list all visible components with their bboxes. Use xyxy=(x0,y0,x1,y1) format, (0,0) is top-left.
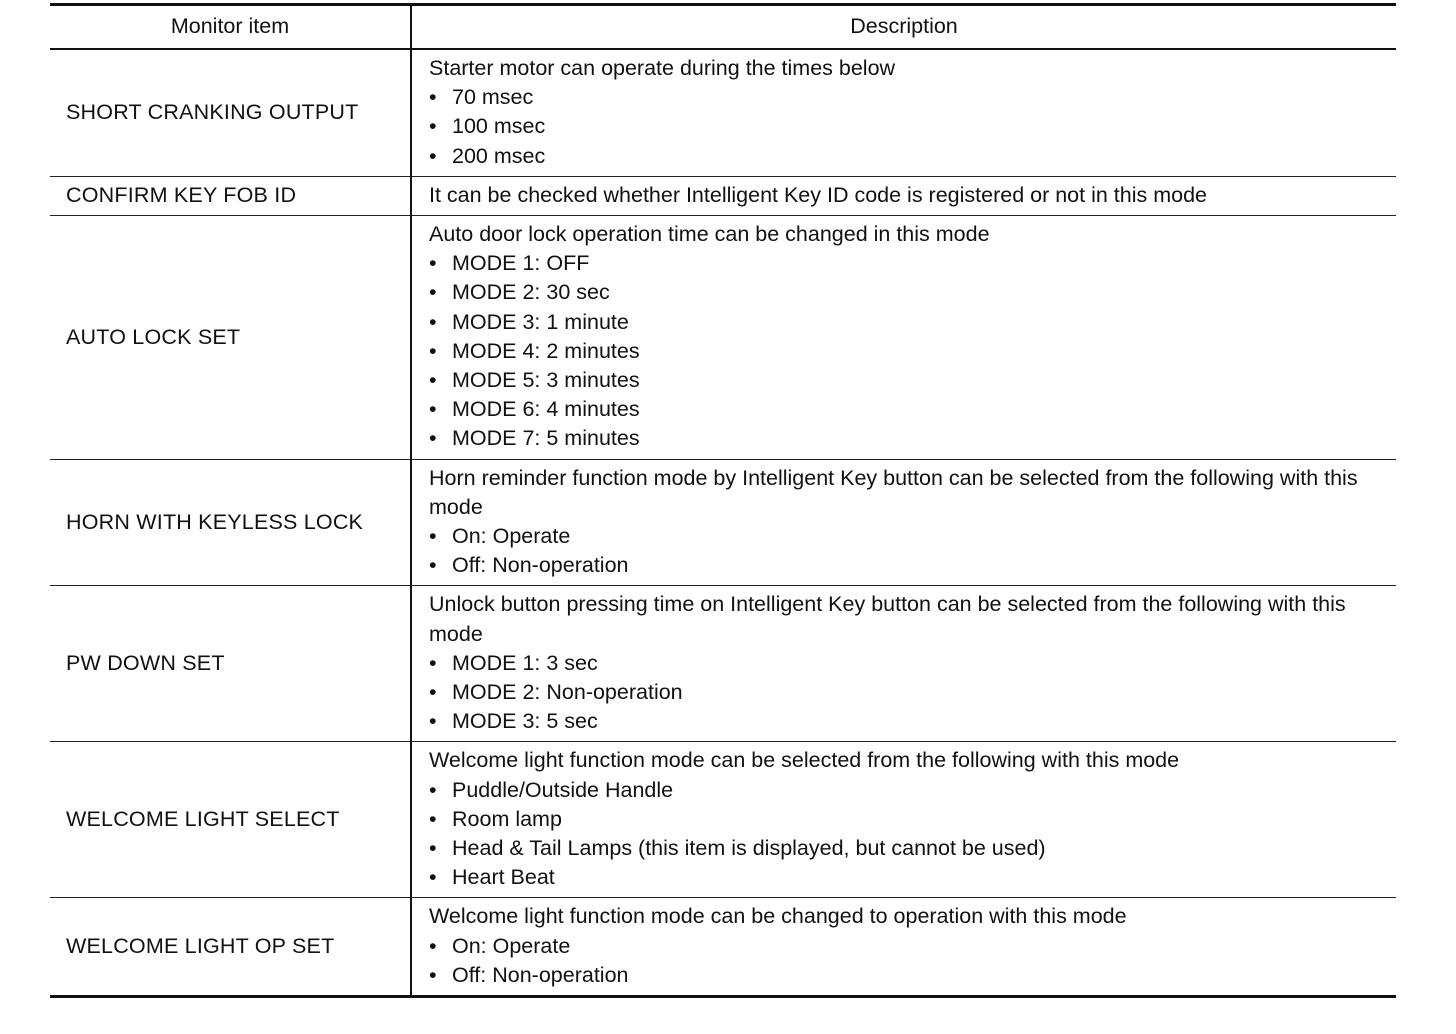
table-row xyxy=(50,216,1396,460)
description-bullet: • MODE 2: Non-operation xyxy=(429,678,1388,707)
description-bullet: • MODE 4: 2 minutes xyxy=(429,337,1388,366)
monitor-item-cell: SHORT CRANKING OUTPUT xyxy=(50,49,411,176)
description-bullet: • On: Operate xyxy=(429,522,1388,551)
monitor-item-cell: AUTO LOCK SET xyxy=(50,216,411,460)
table-row xyxy=(50,459,1396,586)
description-bullet: • MODE 5: 3 minutes xyxy=(429,366,1388,395)
description-bullet: • 100 msec xyxy=(429,112,1388,141)
description-cell xyxy=(411,586,1396,742)
description-bullet: • MODE 1: OFF xyxy=(429,249,1388,278)
description-bullet: • MODE 2: 30 sec xyxy=(429,278,1388,307)
header-monitor-item: Monitor item xyxy=(50,5,411,50)
table-row xyxy=(50,176,1396,215)
description-text: Welcome light function mode can be selected from the following with this mode xyxy=(429,748,1180,773)
description-text: Auto door lock operation time can be changed in this mode xyxy=(429,222,990,247)
table-body xyxy=(50,49,1396,997)
table-row xyxy=(50,49,1396,176)
description-bullet: • On: Operate xyxy=(429,932,1388,961)
description-bullet: • Off: Non-operation xyxy=(429,551,1388,580)
description-bullet: • MODE 1: 3 sec xyxy=(429,649,1388,678)
table-row xyxy=(50,742,1396,898)
description-bullet: • Room lamp xyxy=(429,805,1388,834)
description-text: Unlock button pressing time on Intelligent Key button can be selected from the following with this mode xyxy=(429,592,1346,646)
header-row xyxy=(50,5,1396,50)
monitor-item-table xyxy=(50,3,1396,998)
description-text: Welcome light function mode can be changed to operation with this mode xyxy=(429,904,1127,929)
description-text: It can be checked whether Intelligent Key ID code is registered or not in this mode xyxy=(429,182,1208,207)
description-bullet: • Heart Beat xyxy=(429,863,1388,892)
description-cell xyxy=(411,49,1396,176)
description-bullet: • MODE 6: 4 minutes xyxy=(429,395,1388,424)
monitor-item-cell: HORN WITH KEYLESS LOCK xyxy=(50,459,411,586)
description-bullet: • Head & Tail Lamps (this item is displayed, but cannot be used) xyxy=(429,834,1388,863)
description-bullet: • MODE 7: 5 minutes xyxy=(429,424,1388,453)
table-row xyxy=(50,586,1396,742)
description-text: Starter motor can operate during the times below xyxy=(429,56,896,80)
description-bullet: • MODE 3: 1 minute xyxy=(429,308,1388,337)
description-bullet: • 200 msec xyxy=(429,142,1388,171)
description-cell xyxy=(411,176,1396,215)
description-bullet: • MODE 3: 5 sec xyxy=(429,707,1388,736)
description-text: Horn reminder function mode by Intelligent Key button can be selected from the following with this mode xyxy=(429,465,1358,519)
description-cell xyxy=(411,898,1396,997)
description-bullet: • Off: Non-operation xyxy=(429,961,1388,990)
header-description: Description xyxy=(411,5,1396,50)
description-cell xyxy=(411,216,1396,460)
monitor-item-cell: PW DOWN SET xyxy=(50,586,411,742)
monitor-item-cell: CONFIRM KEY FOB ID xyxy=(50,176,411,215)
description-cell xyxy=(411,742,1396,898)
description-bullet: • Puddle/Outside Handle xyxy=(429,776,1388,805)
description-bullet: • 70 msec xyxy=(429,83,1388,112)
table-row xyxy=(50,898,1396,997)
description-cell xyxy=(411,459,1396,586)
monitor-item-cell: WELCOME LIGHT SELECT xyxy=(50,742,411,898)
monitor-item-cell: WELCOME LIGHT OP SET xyxy=(50,898,411,997)
